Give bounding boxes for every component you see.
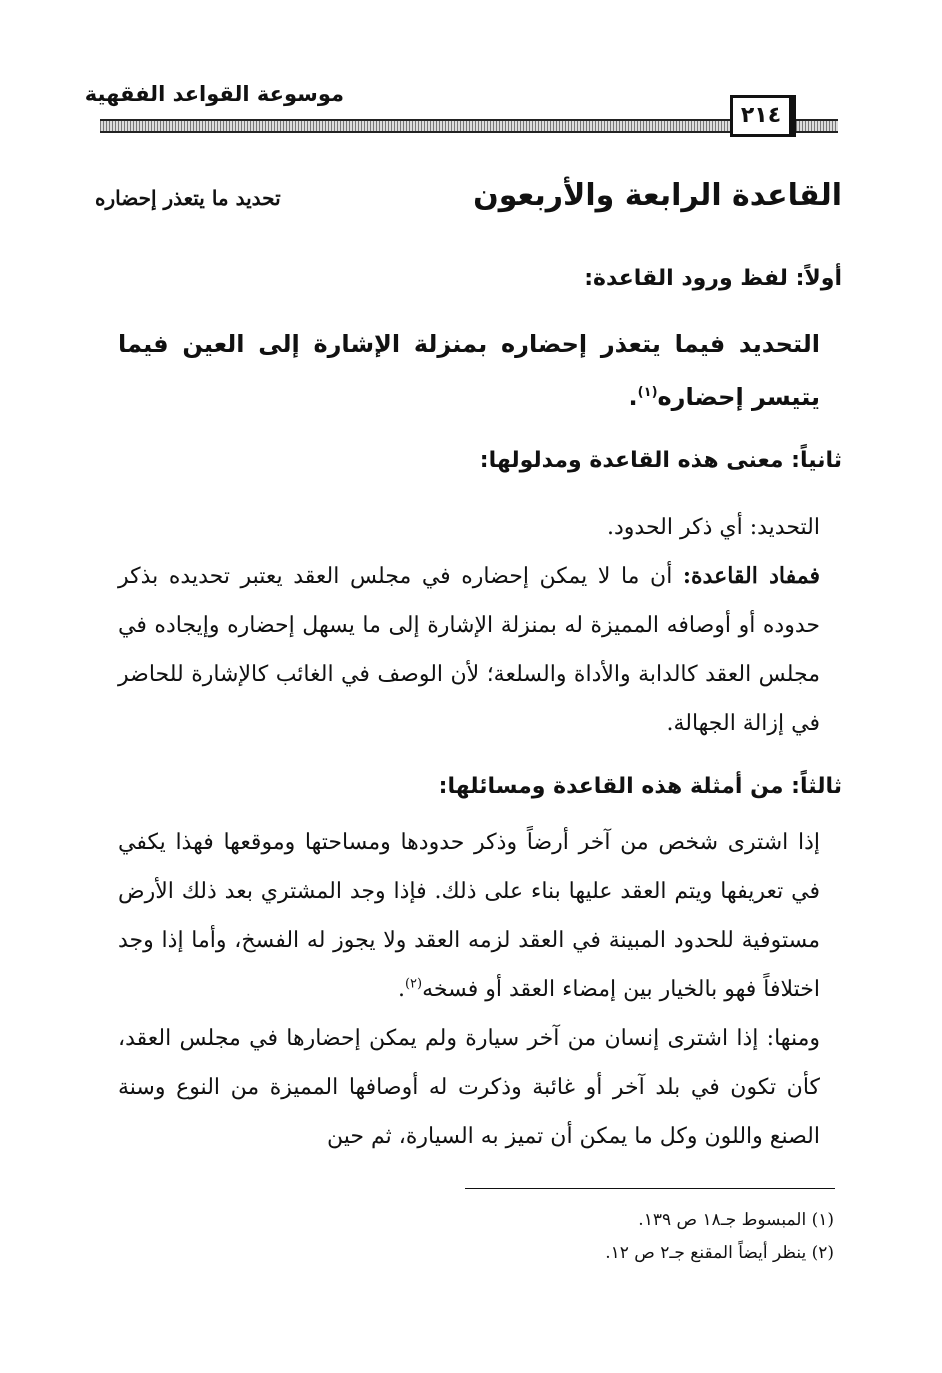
example-paragraph-1 [118, 818, 820, 1014]
footnote-1: (١) المبسوط جـ١٨ ص ١٣٩. [638, 1210, 834, 1230]
footnote-ref-2: (٢) [404, 976, 423, 992]
meaning-block [118, 503, 820, 748]
rule-subtitle: تحديد ما يتعذر إحضاره [95, 186, 281, 210]
footnote-ref-1: (١) [637, 385, 658, 400]
meaning-paragraph [118, 552, 820, 748]
rule-statement [118, 318, 820, 424]
meaning-lead: فمفاد القاعدة: [682, 563, 820, 589]
example-paragraph-2: ومنها: إذا اشترى إنسان من آخر سيارة ولم يمكن إحضارها في مجلس العقد، كأن تكون في بلد آخر أو غائبة وذكرت له أوصافها المميزة من النوع وسنة الصنع واللون وكل ما يمكن أن تميز به السيارة، ثم حين [118, 1026, 820, 1149]
footnote-separator [465, 1188, 835, 1189]
definition-text: التحديد: أي ذكر الحدود. [607, 515, 820, 540]
examples-block [118, 818, 820, 1161]
footnotes [605, 1204, 834, 1270]
header-rule [100, 119, 838, 133]
section-heading-meaning: ثانياً: معنى هذه القاعدة ومدلولها: [479, 448, 842, 473]
section-heading-wording: أولاً: لفظ ورود القاعدة: [584, 266, 842, 291]
footnote-2: (٢) ينظر أيضاً المقنع جـ٢ ص ١٢. [605, 1243, 834, 1263]
running-header-title: موسوعة القواعد الفقهية [84, 82, 344, 106]
meaning-text: أن ما لا يمكن إحضاره في مجلس العقد يعتبر تحديده بذكر حدوده أو أوصافه المميزة له بمنزلة الإشارة إلى ما يسهل إحضاره وإيجاده في مجلس العقد كالدابة والأداة والسلعة؛ لأن الوصف في الغائب كالإشارة للحاضر في إزالة الجهالة. [118, 564, 820, 736]
section-heading-examples: ثالثاً: من أمثلة هذه القاعدة ومسائلها: [438, 774, 842, 799]
example-1-text: إذا اشترى شخص من آخر أرضاً وذكر حدودها ومساحتها وموقعها فهذا يكفي في تعريفها ويتم العقد عليها بناء على ذلك. فإذا وجد المشتري بعد ذلك الأرض مستوفية للحدود المبينة في العقد لزمه العقد ولا يجوز له الفسخ، وأما إذا وجد اختلافاً فهو بالخيار بين إمضاء العقد أو فسخه [118, 830, 820, 1002]
page-number: ٢١٤ [730, 95, 796, 137]
rule-statement-end: . [628, 383, 638, 411]
example-1-end: . [397, 977, 405, 1002]
rule-statement-text: التحديد فيما يتعذر إحضاره بمنزلة الإشارة إلى العين فيما يتيسر إحضاره [118, 330, 820, 411]
rule-title: القاعدة الرابعة والأربعون [473, 178, 842, 213]
